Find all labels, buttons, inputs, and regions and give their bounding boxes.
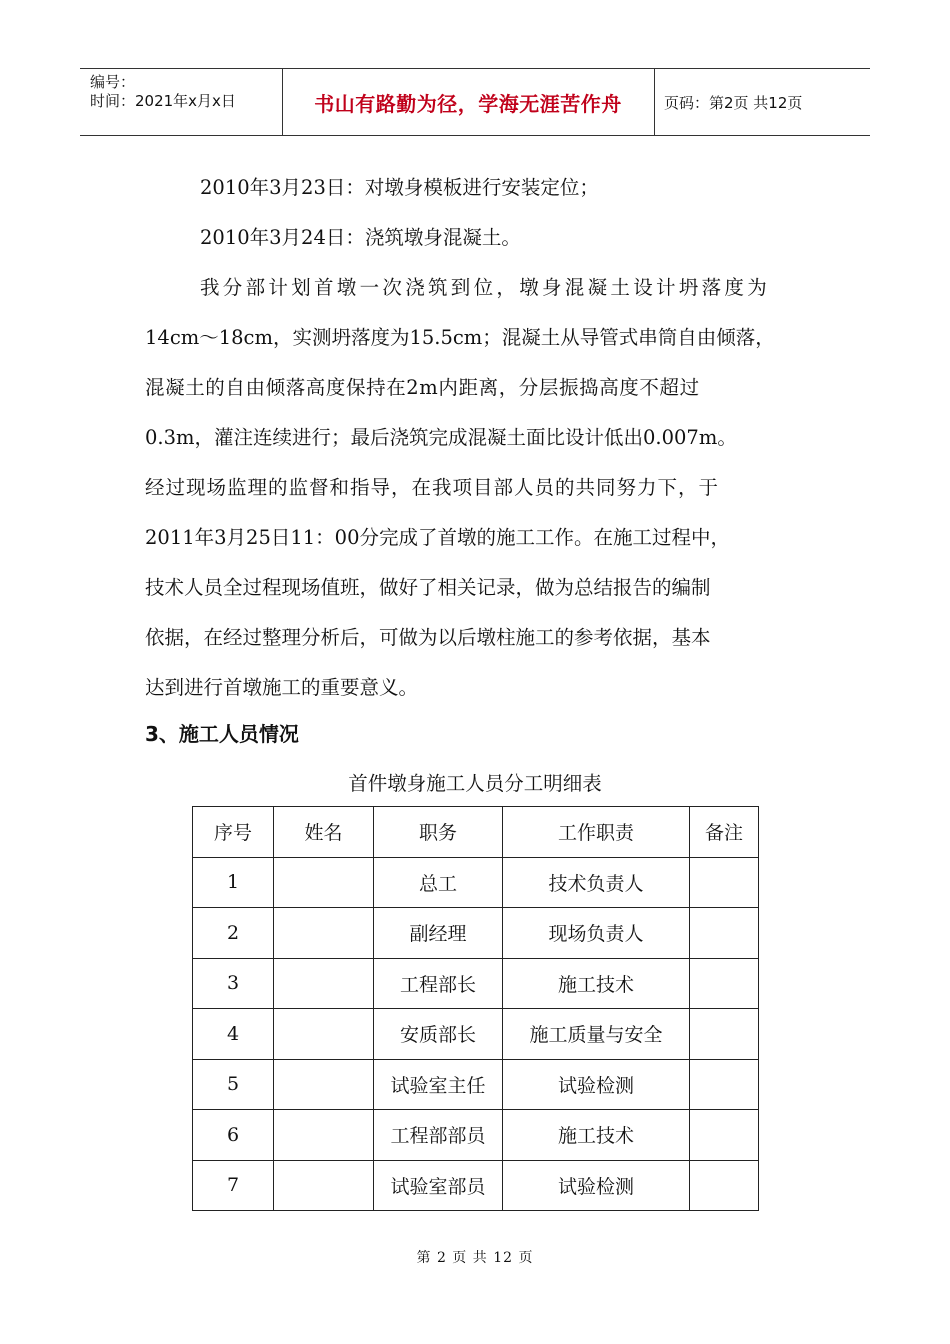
table-row: [193, 1009, 759, 1060]
cell-duty: 试验检测: [503, 1160, 690, 1211]
cell-name: [274, 908, 374, 959]
cell-position: 安质部长: [374, 1009, 503, 1060]
cell-name: [274, 958, 374, 1009]
cell-position: 工程部部员: [374, 1110, 503, 1161]
table-row: [193, 908, 759, 959]
cell-name: [274, 1160, 374, 1211]
cell-duty: 施工技术: [503, 958, 690, 1009]
cell-position: 副经理: [374, 908, 503, 959]
header-motto: [282, 69, 655, 135]
body-line: 技术人员全过程现场值班，做好了相关记录，做为总结报告的编制: [145, 576, 711, 599]
cell-duty: 施工质量与安全: [503, 1009, 690, 1060]
section-heading: 3、施工人员情况: [145, 722, 299, 746]
cell-remark: [690, 1160, 759, 1211]
cell-remark: [690, 1009, 759, 1060]
table-row: [193, 1160, 759, 1211]
cell-remark: [690, 857, 759, 908]
cell-position: 工程部长: [374, 958, 503, 1009]
body-line: 达到进行首墩施工的重要意义。: [145, 676, 419, 699]
cell-seq: 3: [193, 958, 274, 1009]
body-line: 经过现场监理的监督和指导，在我项目部人员的共同努力下，于: [145, 476, 720, 499]
cell-name: [274, 1009, 374, 1060]
cell-position: 试验室主任: [374, 1059, 503, 1110]
table-header-row: [193, 807, 759, 858]
cell-remark: [690, 1110, 759, 1161]
header-cell-duty: 工作职责: [503, 807, 690, 858]
cell-duty: 技术负责人: [503, 857, 690, 908]
cell-remark: [690, 958, 759, 1009]
table-row: [193, 857, 759, 908]
staff-table: [192, 806, 759, 1211]
cell-name: [274, 1110, 374, 1161]
cell-duty: 试验检测: [503, 1059, 690, 1110]
table-caption: 首件墩身施工人员分工明细表: [348, 772, 602, 795]
cell-position: 总工: [374, 857, 503, 908]
body-line: 0.3m，灌注连续进行；最后浇筑完成混凝土面比设计低出0.007m。: [145, 426, 737, 449]
cell-seq: 4: [193, 1009, 274, 1060]
body-line: 14cm～18cm，实测坍落度为15.5cm；混凝土从导管式串筒自由倾落，: [145, 326, 775, 349]
motto-text: 书山有路勤为径，学海无涯苦作舟: [314, 91, 622, 116]
header-cell-remark: 备注: [690, 807, 759, 858]
cell-name: [274, 1059, 374, 1110]
body-line: 2010年3月24日：浇筑墩身混凝土。: [200, 226, 521, 249]
cell-duty: 施工技术: [503, 1110, 690, 1161]
cell-position: 试验室部员: [374, 1160, 503, 1211]
body-line: 依据，在经过整理分析后，可做为以后墩柱施工的参考依据，基本: [145, 626, 711, 649]
page-footer: 第 2 页 共 12 页: [416, 1250, 534, 1266]
cell-seq: 1: [193, 857, 274, 908]
body-line: 2011年3月25日11：00分完成了首墩的施工工作。在施工过程中，: [145, 526, 730, 549]
header-cell-name: 姓名: [274, 807, 374, 858]
header-cell-seq: 序号: [193, 807, 274, 858]
body-line: 我分部计划首墩一次浇筑到位，墩身混凝土设计坍落度为: [200, 276, 771, 299]
header-page-info: 页码：第2页 共12页: [664, 93, 803, 112]
table-row: [193, 1110, 759, 1161]
cell-remark: [690, 908, 759, 959]
body-line: 混凝土的自由倾落高度保持在2m内距离，分层振捣高度不超过: [145, 376, 700, 399]
table-row: [193, 958, 759, 1009]
cell-duty: 现场负责人: [503, 908, 690, 959]
document-number-label: 编号：: [90, 73, 136, 91]
page-header: [80, 68, 870, 136]
body-line: 2010年3月23日：对墩身模板进行安装定位；: [200, 176, 599, 199]
document-date: 时间：2021年x月x日: [90, 92, 236, 110]
cell-name: [274, 857, 374, 908]
header-cell-position: 职务: [374, 807, 503, 858]
cell-seq: 7: [193, 1160, 274, 1211]
cell-seq: 5: [193, 1059, 274, 1110]
table-row: [193, 1059, 759, 1110]
cell-seq: 6: [193, 1110, 274, 1161]
cell-seq: 2: [193, 908, 274, 959]
cell-remark: [690, 1059, 759, 1110]
header-meta: [80, 69, 283, 135]
